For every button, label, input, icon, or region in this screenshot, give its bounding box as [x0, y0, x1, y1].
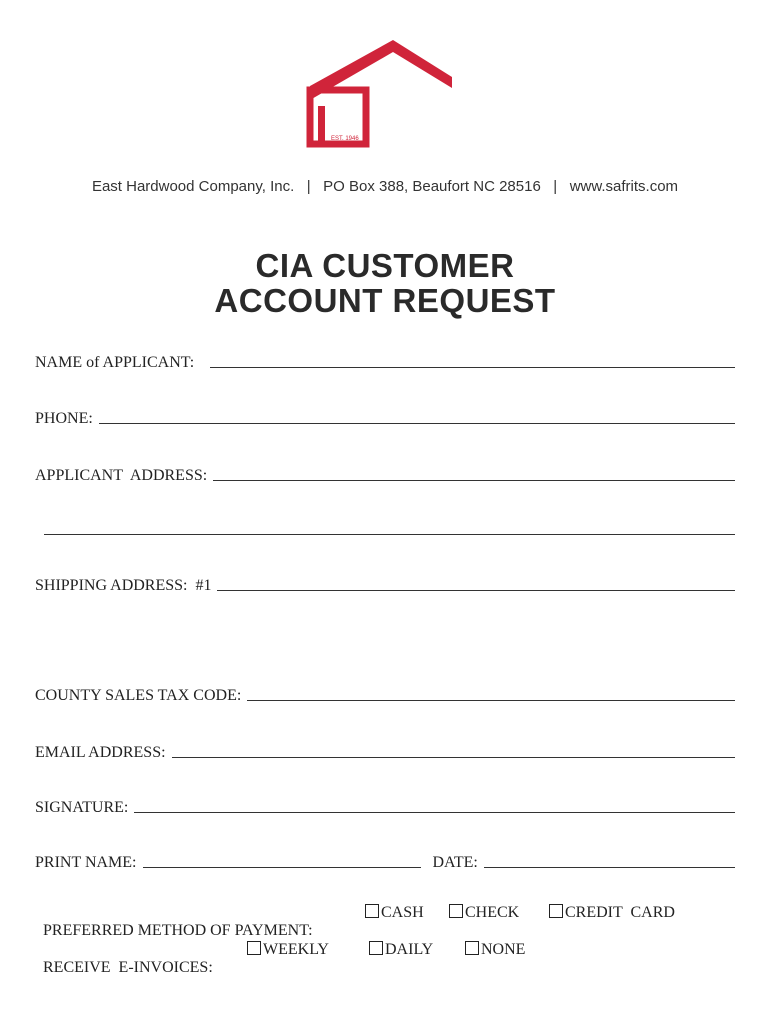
invoice-option-label: NONE	[481, 941, 526, 958]
address-input-line-2[interactable]	[44, 534, 735, 535]
company-logo	[304, 40, 454, 148]
email-input-line[interactable]	[172, 741, 735, 758]
company-info-line: East Hardwood Company, Inc. | PO Box 388, Beaufort NC 28516 | www.safrits.com	[91, 178, 679, 195]
invoice-option-daily[interactable]	[369, 941, 433, 959]
checkbox-icon[interactable]	[369, 941, 383, 955]
payment-option-label: CASH	[381, 904, 424, 921]
logo-mark-text: EST. 1946	[331, 136, 359, 142]
invoice-option-none[interactable]	[465, 941, 525, 959]
signature-input-line[interactable]	[134, 796, 735, 813]
invoice-option-weekly[interactable]	[247, 941, 329, 959]
shipping-field-row	[35, 571, 735, 595]
payment-option-label: CHECK	[465, 904, 520, 921]
county-input-line[interactable]	[247, 684, 735, 701]
checkbox-icon[interactable]	[449, 904, 463, 918]
checkbox-icon[interactable]	[549, 904, 563, 918]
e-invoices-label: RECEIVE E-INVOICES:	[43, 959, 213, 976]
address-label: APPLICANT ADDRESS:	[35, 467, 208, 484]
checkbox-icon[interactable]	[365, 904, 379, 918]
address-field-row	[35, 461, 735, 485]
checkbox-icon[interactable]	[465, 941, 479, 955]
name-input-line[interactable]	[210, 351, 735, 368]
shipping-input-line[interactable]	[217, 574, 735, 591]
phone-input-line[interactable]	[99, 407, 735, 424]
signature-label: SIGNATURE:	[35, 799, 129, 816]
shipping-label: SHIPPING ADDRESS: #1	[35, 577, 212, 594]
payment-option-label: CREDIT CARD	[565, 904, 675, 921]
form-title-line2: ACCOUNT REQUEST	[214, 282, 556, 319]
phone-field-row	[35, 404, 735, 428]
e-invoices-row	[35, 941, 526, 1031]
invoice-option-label: DAILY	[385, 941, 434, 958]
county-field-row	[35, 681, 735, 705]
invoice-option-label: WEEKLY	[263, 941, 329, 958]
print-name-input-line[interactable]	[143, 851, 421, 868]
name-label: NAME of APPLICANT:	[35, 354, 195, 371]
date-input-line[interactable]	[484, 851, 735, 868]
phone-label: PHONE:	[35, 410, 93, 427]
print-name-label: PRINT NAME:	[35, 854, 137, 871]
payment-option-cash[interactable]	[365, 904, 424, 922]
signature-field-row	[35, 793, 735, 817]
email-field-row	[35, 738, 735, 762]
address-input-line[interactable]	[213, 464, 735, 481]
payment-option-credit-card[interactable]	[549, 904, 675, 922]
payment-option-check[interactable]	[449, 904, 519, 922]
name-field-row	[35, 348, 735, 372]
form-title-line1: CIA CUSTOMER	[255, 247, 515, 284]
email-label: EMAIL ADDRESS:	[35, 744, 166, 761]
date-label: DATE:	[432, 854, 478, 871]
county-label: COUNTY SALES TAX CODE:	[35, 687, 242, 704]
checkbox-icon[interactable]	[247, 941, 261, 955]
house-door	[318, 106, 325, 144]
payment-label: PREFERRED METHOD OF PAYMENT:	[43, 922, 313, 939]
print-name-date-row	[35, 848, 735, 872]
